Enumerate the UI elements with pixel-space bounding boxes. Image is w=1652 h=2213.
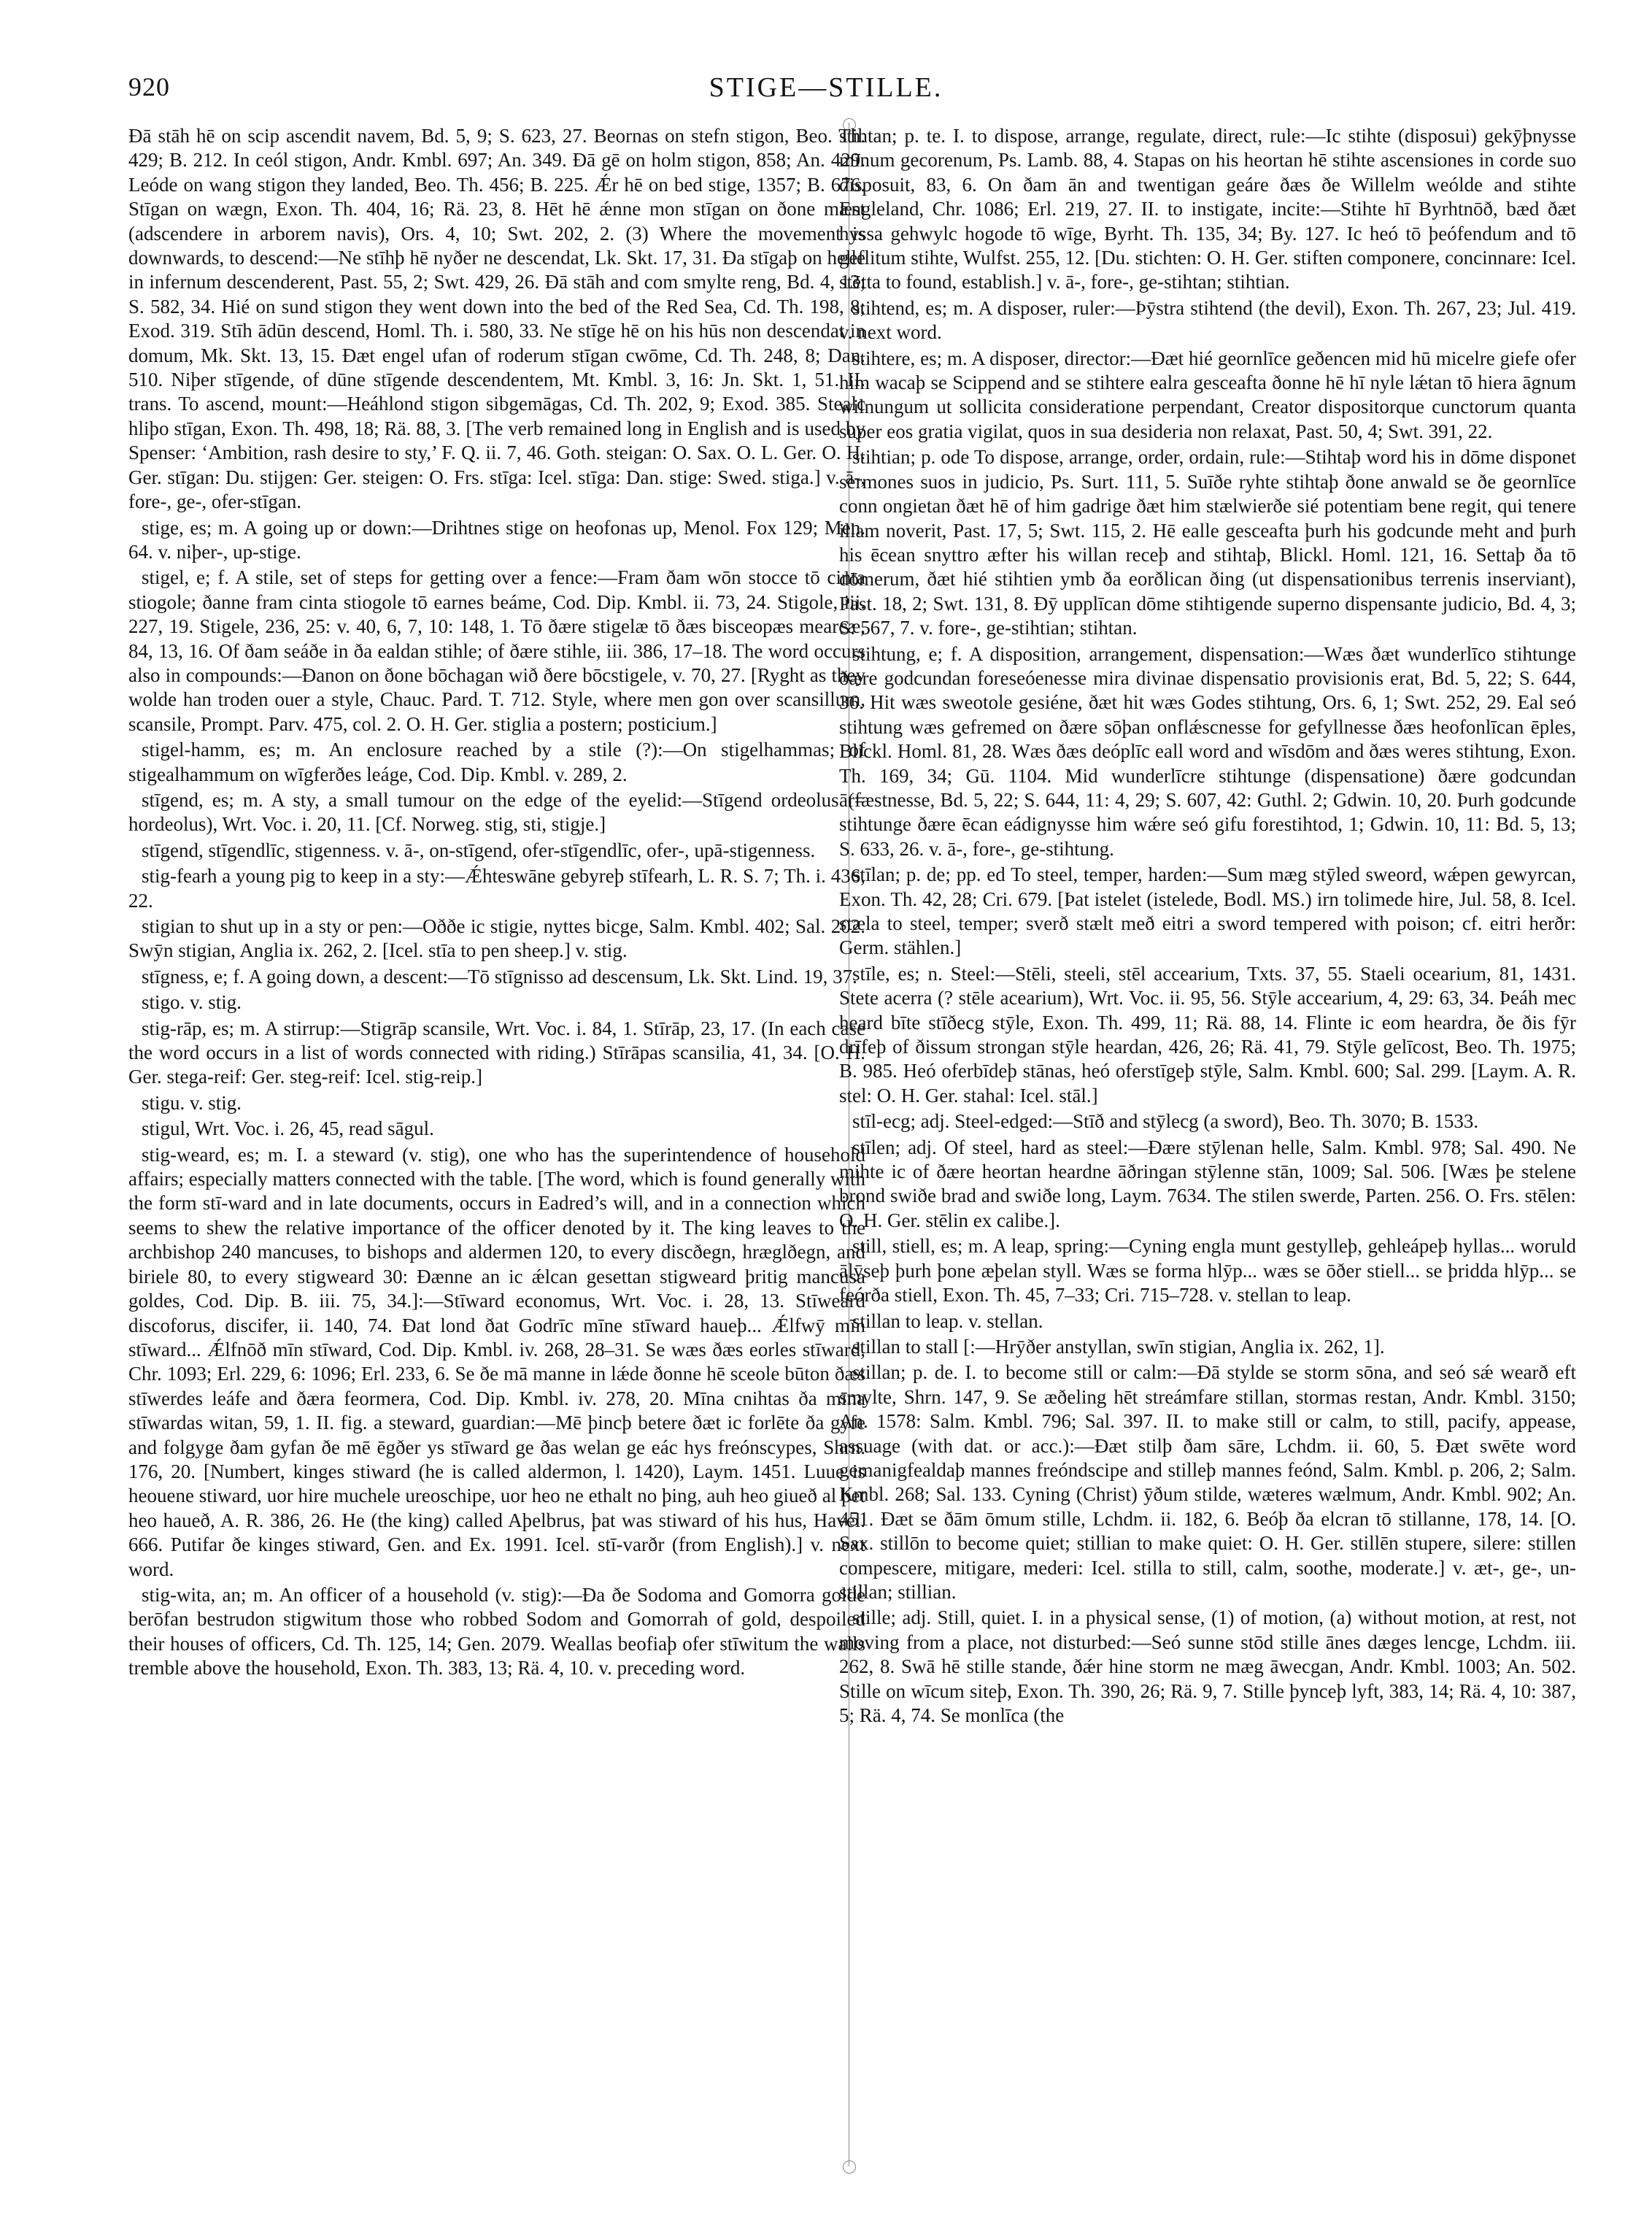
page-header: [0, 72, 1652, 115]
running-head: STIGE—STILLE.: [709, 72, 943, 103]
dictionary-entry: stig-weard, es; m. I. a steward (v. stig), one who has the superintendence of household affairs; especially matters connected with the table. [The word, which is found generally with the form stī-ward and in late documents, occurs in Eadred’s will, and in a connection which seems to shew the relative importance of the officer denoted by it. The king leaves to the archbishop 240 mancuses, to bishops and aldermen 120, to every discðegn, hræglðegn, and biriele 80, to every stigweard 30: Ðænne an ic ǽlcan gesettan stigweard þritig mancusa goldes, Cod. Dip. B. iii. 75, 34.]:—Stīward economus, Wrt. Voc. i. 28, 13. Stīweard discoforus, discifer, ii. 140, 74. Ðat lond ðat Godrīc mīne stīward haueþ... Ǽlfwȳ mīn stīward... Ǽlfnōð mīn stīward, Cod. Dip. Kmbl. iv. 268, 28–31. Se wæs ðæs eorles stīward, Chr. 1093; Erl. 229, 6: 1096; Erl. 233, 6. Se ðe mā manne in lǽde ðonne hē sceole būton ðæs stīwerdes leáfe and ðæra feormera, Cod. Dip. Kmbl. iv. 278, 20. Mīna cnihtas ða mīna stīwardas witan, 59, 1. II. fig. a steward, guardian:—Mē þincþ betere ðæt ic forlēte ða gyfe and folgyge ðam gyfan ðe mē ēgðer ys stīward ge ðas welan ge eác hys freónscypes, Shrn. 176, 20. [Numbert, kinges stiward (he is called aldermon, l. 1420), Laym. 1451. Luue is heouene stiward, uor hire muchele ureoschipe, uor heo ne ethalt no þing, auh heo giueð al þet heo haueð, A. R. 386, 26. He (the king) called Aþelbrus, þat was stiward of his hus, Havel. 666. Putifar ðe kinges stiward, Gen. and Ex. 1991. Icel. stī-varðr (from English).] v. next word.: [128, 1143, 865, 1580]
dictionary-entry: stillan; p. de. I. to become still or calm:—Ðā stylde se storm sōna, and seó sǽ wearð eft smylte, Shrn. 147, 9. Se æðeling hēt streámfare stillan, stormas restan, Andr. Kmbl. 3150; An. 1578: Salm. Kmbl. 796; Sal. 397. II. to make still or calm, to still, pacify, appease, assuage (with dat. or acc.):—Ðæt stilþ ðam sāre, Lchdm. ii. 60, 5. Ðæt swēte word gemanigfealdaþ mannes freóndscipe and stilleþ mannes feónd, Salm. Kmbl. p. 206, 2; Salm. Kmbl. 268; Sal. 133. Cyning (Christ) ȳðum stilde, wæteres wælmum, Andr. Kmbl. 902; An. 451. Ðæt se ðām ōmum stille, Lchdm. ii. 182, 6. Beóþ ða elcran tō stillanne, 178, 14. [O. Sax. stillōn to become quiet; stillian to make quiet: O. H. Ger. stillēn stupere, silere: stillen compescere, mitigare, mederi: Icel. stilla to still, calm, soothe, moderate.] v. æt-, ge-, un-stillan; stillian.: [839, 1361, 1576, 1603]
dictionary-entry: stīlen; adj. Of steel, hard as steel:—Ðære stȳlenan helle, Salm. Kmbl. 978; Sal. 490. Ne mihte ic of ðære heortan heardne āðringan stȳlenne stān, 1009; Sal. 506. [Wæs þe stelene brond swiðe brad and swiðe long, Laym. 7634. The stilen swerde, Parten. 256. O. Frs. stēlen: O. H. Ger. stēlin ex calibe.].: [839, 1136, 1576, 1231]
dictionary-entry: stigel, e; f. A stile, set of steps for getting over a fence:—Fram ðam wōn stocce tō cinta stiogole; ðanne fram cinta stiogole tō earnes beáme, Cod. Dip. Kmbl. ii. 73, 24. Stigole, iii. 227, 19. Stigele, 236, 25: v. 40, 6, 7, 10: 148, 1. Tō ðære stigelæ tō ðæs bisceopæs mearcæ, 84, 13, 16. Of ðam seáðe in ða ealdan stihle; of ðære stihle, iii. 386, 17–18. The word occurs also in compounds:—Ðanon on ðone bōchagan wið ðere bōcstigele, v. 70, 27. [Ryght as they wolde han troden ouer a style, Chauc. Pard. T. 712. Style, where men gon over scansillum, scansile, Prompt. Parv. 475, col. 2. O. H. Ger. stiglia a postern; posticium.]: [128, 566, 865, 735]
dictionary-entry: stihtian; p. ode To dispose, arrange, order, ordain, rule:—Stihtaþ word his in dōme disponet sermones suos in judicio, Ps. Surt. 111, 5. Suīðe ryhte stihtaþ ðone anwald se ðe geornlīce conn ongietan ðæt hē of him gadrige ðæt him stælwierðe sié potentiam bene regit, qui tenere illam noverit, Past. 17, 5; Swt. 115, 2. Hē ealle gesceafta þurh his godcunde meht and þurh his ēcean snyttro æfter his willan receþ and stihtaþ, Blickl. Homl. 121, 16. Settaþ ða tō dōmerum, ðæt hié stihtien ymb ða eorðlican ðing (ut dispensationibus terrenis inserviant), Past. 18, 2; Swt. 131, 8. Ðȳ upplīcan dōme stihtigende superno dispensante judicio, Bd. 4, 3; S: 567, 7. v. fore-, ge-stihtian; stihtan.: [839, 446, 1576, 639]
dictionary-entry: stīgend, stīgendlīc, stigenness. v. ā-, on-stīgend, ofer-stīgendlīc, ofer-, upā-stigenness.: [142, 839, 816, 861]
dictionary-entry: stillan to stall [:—Hrȳðer anstyllan, swīn stigian, Anglia ix. 262, 1].: [852, 1335, 1385, 1358]
dictionary-entry: stigian to shut up in a sty or pen:—Oððe ic stigie, nyttes bicge, Salm. Kmbl. 402; Sal. 202. Swȳn stigian, Anglia ix. 262, 2. [Icel. stīa to pen sheep.] v. stig.: [128, 915, 865, 962]
dictionary-entry: stihtan; p. te. I. to dispose, arrange, regulate, direct, rule:—Ic stihte (disposui) gekȳþnysse mīnum gecorenum, Ps. Lamb. 88, 4. Stapas on his heortan hē stihte ascensiones in corde suo disposuit, 83, 6. On ðam ān and twentigan geáre ðæs ðe Willelm weólde and stihte Engleland, Chr. 1086; Erl. 219, 27. II. to instigate, incite:—Stihte hī Byrhtnōð, bæd ðæt hyssa gehwylc hogode tō wīge, Byrht. Th. 135, 34; By. 127. Ic heó tō þeófendum and tō geflitum stihte, Wulfst. 255, 12. [Du. stichten: O. H. Ger. stiften componere, concinnare: Icel. stētta to found, establish.] v. ā-, fore-, ge-stihtan; stihtian.: [839, 125, 1576, 293]
dictionary-entry: stīle, es; n. Steel:—Stēli, steeli, stēl accearium, Txts. 37, 55. Staeli ocearium, 81, 1431. Stete acerra (? stēle acearium), Wrt. Voc. ii. 95, 56. Stȳle accearium, 4, 29: 63, 34. Þeáh mec heard bīte stīðecg stȳle, Exon. Th. 499, 11; Rä. 88, 14. Flinte ic eom heardra, ðe ðis fȳr drīfeþ of ðissum strongan stȳle heardan, 426, 26; Rä. 41, 79. Stȳle gelīcost, Beo. Th. 1975; B. 985. Heó oferbīdeþ stānas, heó oferstīgeþ stȳle, Salm. Kmbl. 600; Sal. 299. [Laym. A. R. stel: O. H. Ger. stahal: Icel. stāl.]: [839, 962, 1576, 1106]
dictionary-entry: stīlan; p. de; pp. ed To steel, temper, harden:—Sum mæg stȳled sweord, wǽpen gewyrcan, Exon. Th. 42, 28; Cri. 679. [Þat istelet (istelede, Bodl. MS.) irn tolimede hire, Jul. 58, 8. Icel. stæla to steel, temper; sverð stælt með eitri a sword tempered with poison; cf. eitri herðr: Germ. stählen.]: [839, 863, 1576, 959]
dictionary-entry: stille; adj. Still, quiet. I. in a physical sense, (1) of motion, (a) without motion, at rest, not moving from a place, not disturbed:—Seó sunne stōd stille ānes dæges lencge, Lchdm. iii. 262, 8. Swā hē stille stande, ðǽr hine storm ne mæg āwecgan, Andr. Kmbl. 1003; An. 502. Stille on wīcum siteþ, Exon. Th. 390, 26; Rä. 9, 7. Stille þynceþ lyft, 383, 14; Rä. 4, 10: 387, 5; Rä. 4, 74. Se monlīca (the: [839, 1606, 1576, 1726]
dictionary-entry: stigul, Wrt. Voc. i. 26, 45, read sāgul.: [142, 1117, 434, 1140]
dictionary-entry: stig-fearh a young pig to keep in a sty:—Ǽhteswāne gebyreþ stīfearh, L. R. S. 7; Th. i. 436, 22.: [128, 865, 865, 912]
dictionary-entry: stig-rāp, es; m. A stirrup:—Stigrāp scansile, Wrt. Voc. i. 84, 1. Stīrāp, 23, 17. (In each case the word occurs in a list of words connected with riding.) Stīrāpas scansilia, 41, 34. [O. H. Ger. stega-reif: Ger. steg-reif: Icel. stig-reip.]: [128, 1017, 865, 1088]
dictionary-entry: stihtere, es; m. A disposer, director:—Ðæt hié geornlīce geðencen mid hū micelre giefe ofer him wacaþ se Scippend and se stihtere ealra gesceafta ðonne hē hī nyle lǽtan tō hiera āgnum wilnungum ut sollicita consideratione perpendant, Creator dispositorque cunctorum quanta super eos gratia vigilat, quos in sua desideria non relaxat, Past. 50, 4; Swt. 391, 22.: [839, 347, 1576, 442]
dictionary-entry: Ðā stāh hē on scip ascendit navem, Bd. 5, 9; S. 623, 27. Beornas on stefn stigon, Beo. Th. 429; B. 212. In ceól stigon, Andr. Kmbl. 697; An. 349. Ðā gē on holm stigon, 858; An. 429. Leóde on wang stigon they landed, Beo. Th. 456; B. 225. Ǽr hē on bed stige, 1357; B. 676. Stīgan on wægn, Exon. Th. 404, 16; Rä. 23, 8. Hēt hē ǽnne mon stīgan on ðone mæst (adscendere in arborem navis), Ors. 4, 10; Swt. 202, 2. (3) Where the movement is downwards, to descend:—Ne stīhþ hē nyðer ne descendat, Lk. Skt. 17, 31. Ða stīgaþ on helle in infernum descenderent, Past. 55, 2; Swt. 429, 26. Ðā stāh and com smylte reng, Bd. 4, 13; S. 582, 34. Hié on sund stigon they went down into the bed of the Red Sea, Cd. Th. 198, 8; Exod. 319. Stīh ādūn descend, Homl. Th. i. 580, 33. Ne stīge hē on his hūs non descendat in domum, Mk. Skt. 13, 15. Ðæt engel ufan of roderum stīgan cwōme, Cd. Th. 248, 8; Dan. 510. Niþer stīgende, of dūne stīgende descendentem, Mt. Kmbl. 3, 16: Jn. Skt. 1, 51. II. trans. To ascend, mount:—Heáhlond stigon sibgemāgas, Cd. Th. 202, 9; Exod. 385. Stealc hliþo stīgan, Exon. Th. 498, 18; Rä. 88, 3. [The verb remained long in English and is used by Spenser: ‘Ambition, rash desire to sty,’ F. Q. ii. 7, 46. Goth. steigan: O. Sax. O. L. Ger. O. H. Ger. stīgan: Du. stijgen: Ger. steigen: O. Frs. stīga: Icel. stīga: Dan. stige: Swed. stiga.] v. ā-, fore-, ge-, ofer-stīgan.: [128, 125, 865, 513]
dictionary-entry: stillan to leap. v. stellan.: [852, 1309, 1043, 1332]
dictionary-entry: stigu. v. stig.: [142, 1091, 242, 1114]
dictionary-entry: stīgend, es; m. A sty, a small tumour on the edge of the eyelid:—Stīgend ordeolus (= hordeolus), Wrt. Voc. i. 20, 11. [Cf. Norweg. stig, sti, stigje.]: [128, 788, 865, 836]
dictionary-entry: still, stiell, es; m. A leap, spring:—Cyning engla munt gestylleþ, gehleápeþ hyllas... woruld ālȳseþ þurh þone æþelan styll. Wæs se forma hlȳp... wæs se ōðer stiell... se þridda hlȳp... se feórða stiell, Exon. Th. 45, 7–33; Cri. 715–728. v. stellan to leap.: [839, 1235, 1576, 1306]
dictionary-entry: stigo. v. stig.: [142, 991, 242, 1014]
dictionary-entry: stīl-ecg; adj. Steel-edged:—Stīð and stȳlecg (a sword), Beo. Th. 3070; B. 1533.: [852, 1110, 1479, 1133]
dictionary-entry: stīgness, e; f. A going down, a descent:—Tō stīgnisso ad descensum, Lk. Skt. Lind. 19, 37.: [142, 965, 857, 988]
column-rule-bottom-ornament: [843, 2160, 856, 2174]
dictionary-entry: stihtend, es; m. A disposer, ruler:—Þȳstra stihtend (the devil), Exon. Th. 267, 23; Jul. 419. v. next word.: [839, 296, 1576, 344]
dictionary-entry: stige, es; m. A going up or down:—Drihtnes stige on heofonas up, Menol. Fox 129; Men. 64. v. niþer-, up-stige.: [128, 516, 865, 563]
left-column: [128, 124, 865, 2160]
dictionary-entry: stig-wita, an; m. An officer of a household (v. stig):—Ða ðe Sodoma and Gomorra golde berōfan bestrudon stigwitum those who robbed Sodom and Gomorrah of gold, despoiled their houses of officers, Cd. Th. 125, 14; Gen. 2079. Weallas beofiaþ ofer stīwitum the walls tremble above the household, Exon. Th. 383, 13; Rä. 4, 10. v. preceding word.: [128, 1583, 865, 1679]
right-column: [839, 124, 1576, 2160]
dictionary-entry: stihtung, e; f. A disposition, arrangement, dispensation:—Wæs ðæt wunderlīco stihtunge ðære godcundan foreseóenesse mira divinae dispensatio provisionis erat, Bd. 5, 22; S. 644, 36. Hit wæs sweotole gesiéne, ðæt hit wæs Godes stihtung, Ors. 6, 1; Swt. 252, 29. Eal seó stihtung wæs gefremed on ðære sōþan onflǽscnesse for gefyllnesse ðæs heofonlīcan ēples, Blickl. Homl. 81, 28. Wæs ðæs deóplīc eall word and wīsdōm and ðæs weres stihtung, Exon. Th. 169, 34; Gū. 1104. Mid wunderlīcre stihtunge (dispensatione) ðære godcundan ārfæstnesse, Bd. 5, 22; S. 644, 11: 4, 29; S. 607, 42: Guthl. 2; Gdwin. 10, 20. Þurh godcunde stihtunge ðære ēcan eádignysse him wǽre seó gifu forestihtod, 1; Gdwin. 10, 11: Bd. 5, 13; S. 633, 26. v. ā-, fore-, ge-stihtung.: [839, 642, 1576, 860]
page-number: 920: [128, 72, 170, 101]
dictionary-entry: stigel-hamm, es; m. An enclosure reached by a stile (?):—On stigelhammas; of stigealhammum on wīgferðes leáge, Cod. Dip. Kmbl. v. 289, 2.: [128, 739, 865, 785]
